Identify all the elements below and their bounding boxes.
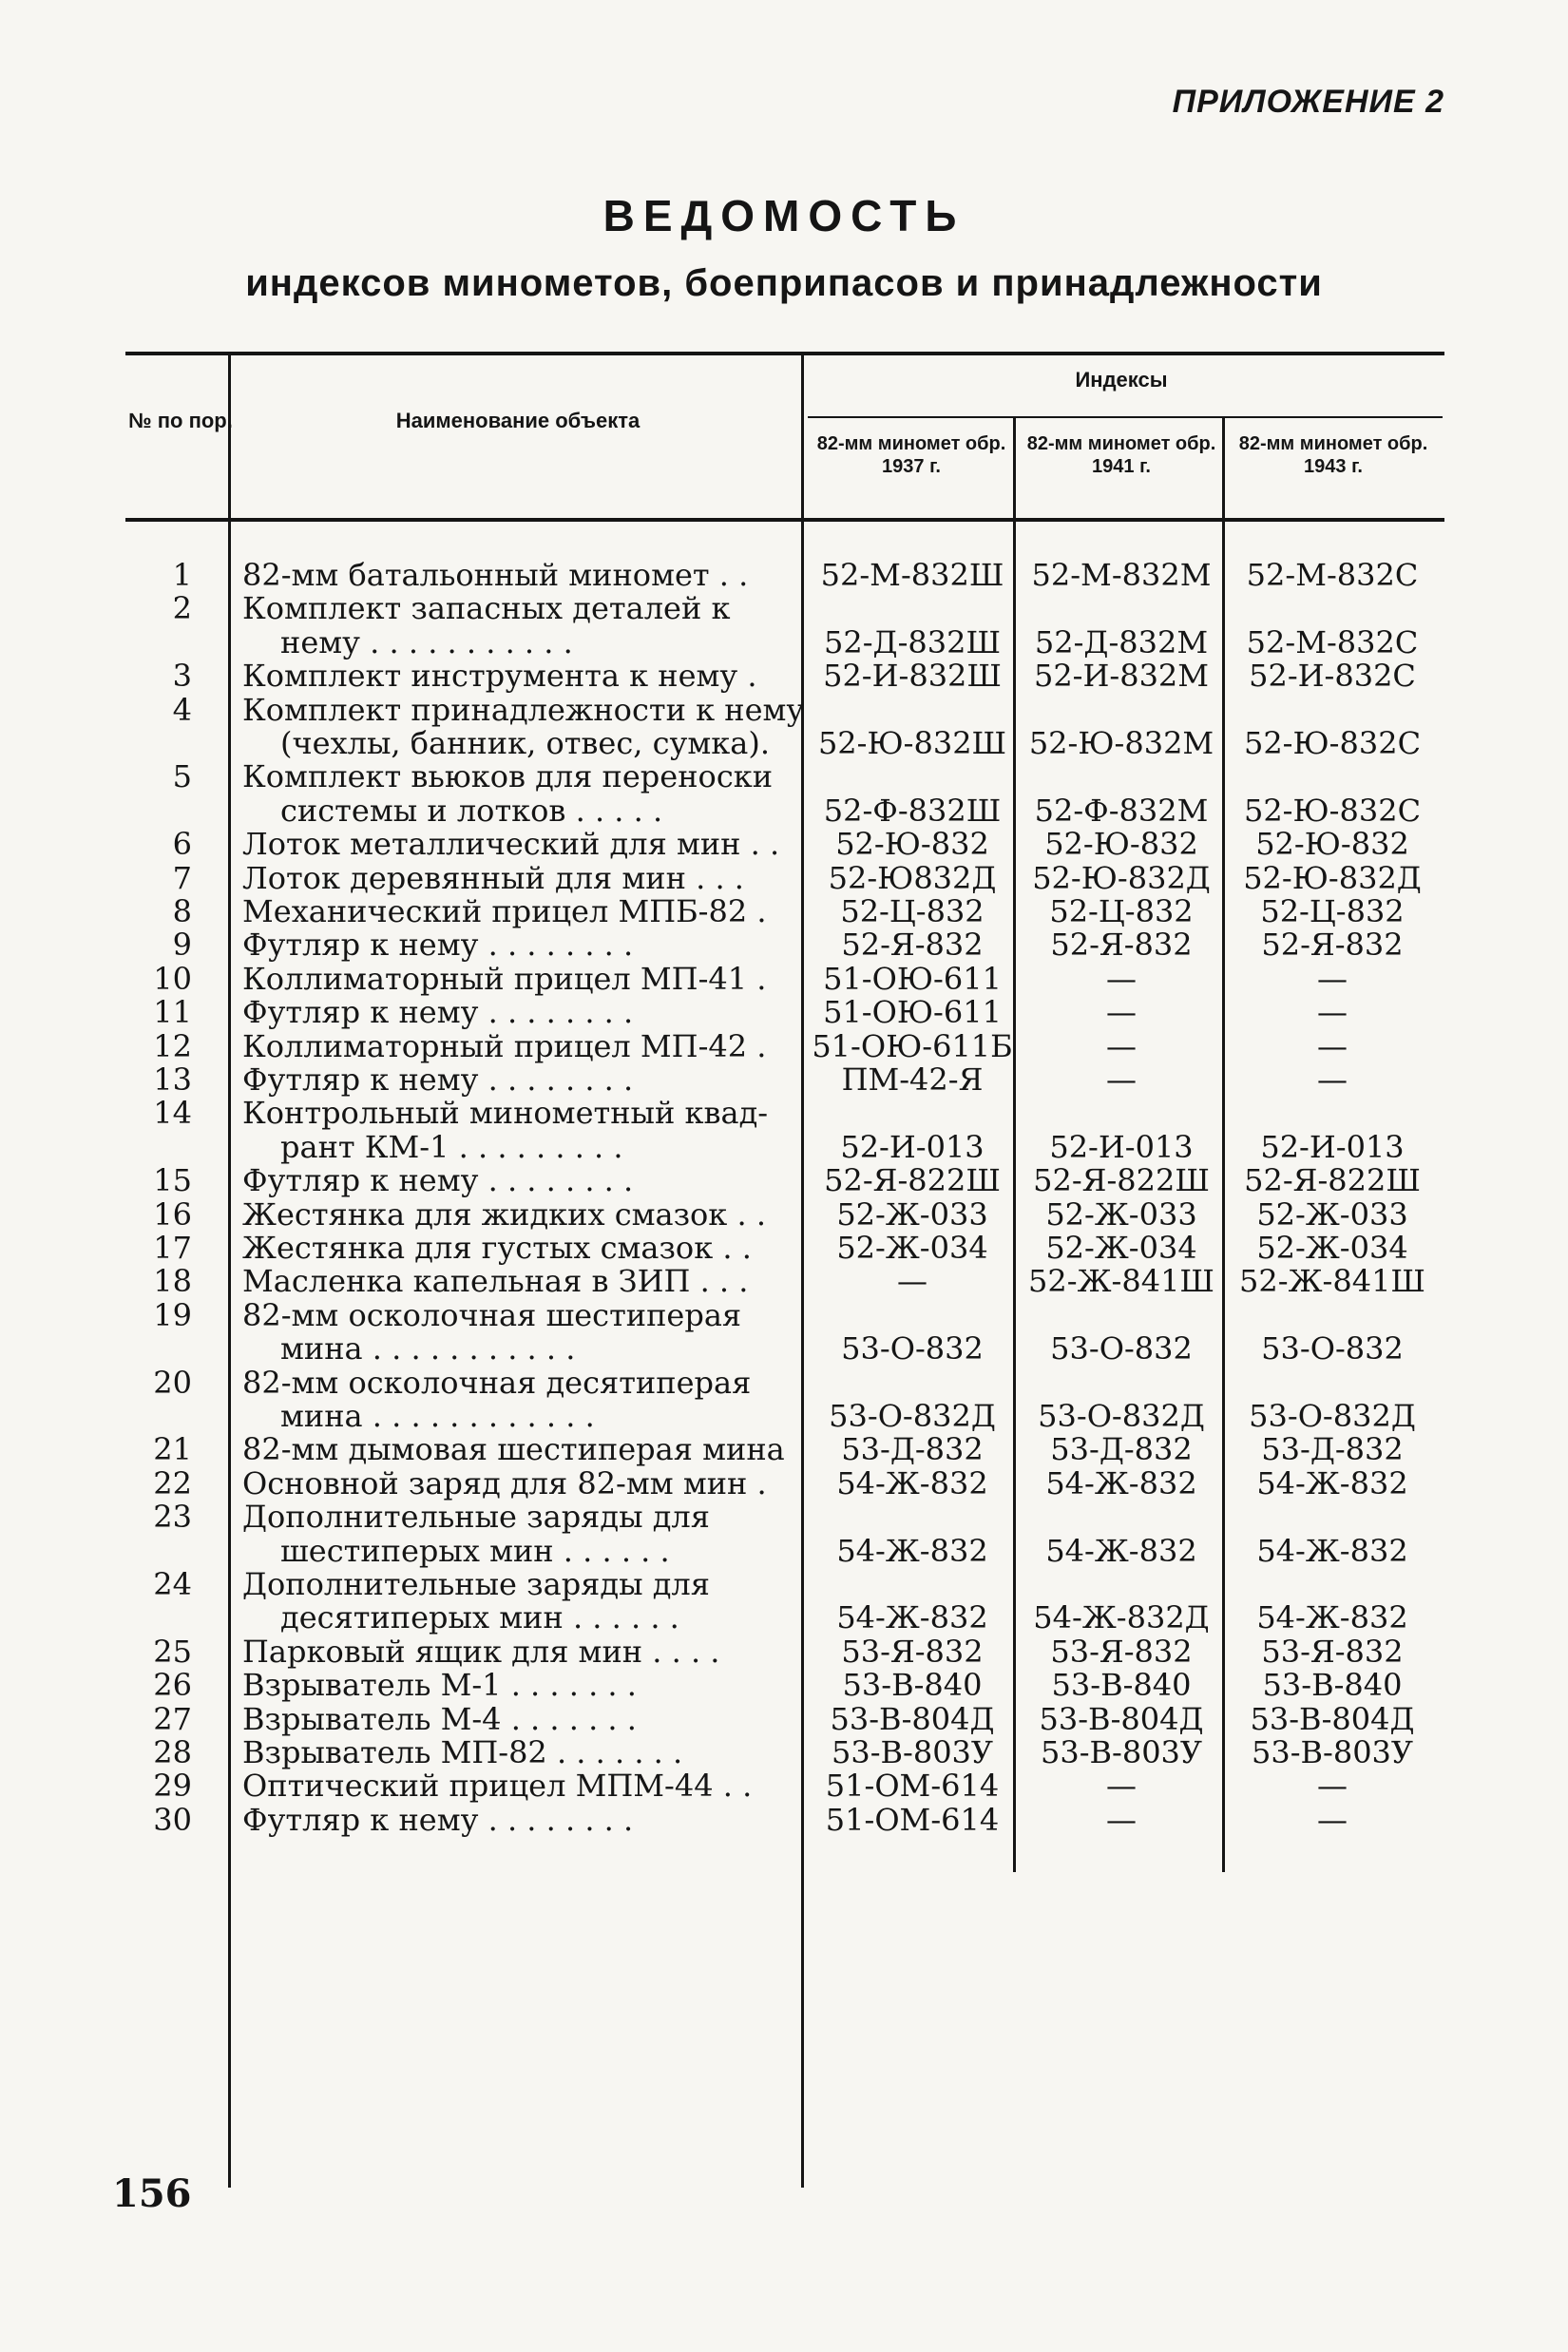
row-number: 11 (153, 994, 192, 1031)
object-name-line: Футляр к нему . . . . . . . . (242, 927, 634, 964)
index-1937: 52-Ю-832 (835, 826, 989, 863)
index-1943: 52-Ю-832Д (1243, 859, 1422, 896)
row-number: 21 (153, 1431, 192, 1468)
index-1943: 52-Ж-841Ш (1239, 1263, 1425, 1300)
object-name-line: Контрольный минометный квад- (242, 1095, 769, 1132)
header-mortar-1937: 82-мм миномет обр. 1937 г. (816, 433, 1006, 477)
index-1943: 52-Ю-832 (1255, 826, 1409, 863)
index-1941: 53-В-804Д (1039, 1700, 1204, 1737)
index-1937: 52-М-832Ш (820, 557, 1004, 593)
row-number: 26 (153, 1667, 192, 1704)
index-1937: 52-Ф-832Ш (823, 792, 1002, 829)
index-1943: 52-И-013 (1260, 1128, 1405, 1165)
index-1943: 52-Ж-034 (1256, 1230, 1408, 1266)
index-1943: 52-М-832С (1246, 557, 1419, 593)
index-1943: 54-Ж-832 (1256, 1532, 1408, 1569)
index-1943: — (1317, 1801, 1348, 1838)
object-name-line: мина . . . . . . . . . . . (280, 1330, 576, 1367)
index-1941: 52-Ж-034 (1045, 1230, 1197, 1266)
row-number: 30 (153, 1801, 192, 1838)
index-1941: 53-В-840 (1051, 1667, 1192, 1704)
header-mortar-1943: 82-мм миномет обр. 1943 г. (1238, 433, 1428, 477)
object-name-line: Жестянка для жидких смазок . . (242, 1195, 766, 1233)
row-number: 9 (172, 927, 192, 964)
index-1941: 52-Я-822Ш (1033, 1162, 1210, 1199)
row-number: 18 (153, 1263, 192, 1300)
index-1941: 52-Ж-033 (1045, 1195, 1197, 1233)
table-row (0, 1669, 1568, 1702)
object-name-line: Механический прицел МПБ-82 . (242, 893, 767, 929)
table-row (0, 1501, 1568, 1568)
header-mortar-1941: 82-мм миномет обр. 1941 г. (1026, 433, 1216, 477)
document-subtitle: индексов минометов, боеприпасов и принадлежности (245, 262, 1323, 304)
table-row (0, 1736, 1568, 1769)
object-name-line: Комплект инструмента к нему . (242, 658, 757, 695)
index-1943: 52-М-832С (1246, 623, 1419, 660)
index-1937: 53-Я-832 (841, 1633, 984, 1670)
index-1937: ПМ-42-Я (841, 1061, 984, 1098)
object-name-line: 82-мм батальонный миномет . . (242, 557, 749, 593)
index-1941: 53-Я-832 (1050, 1633, 1193, 1670)
object-name-line: Лоток деревянный для мин . . . (242, 859, 744, 896)
index-1943: 52-Ю-832С (1243, 724, 1422, 761)
table-row (0, 1097, 1568, 1164)
document-title: ВЕДОМОСТЬ (602, 191, 966, 240)
table-row (0, 1568, 1568, 1635)
table-row (0, 996, 1568, 1029)
index-1941: 52-Я-832 (1050, 927, 1193, 964)
index-1943: 53-В-804Д (1250, 1700, 1415, 1737)
row-number: 17 (153, 1230, 192, 1266)
header-object-name: Наименование объекта (395, 409, 641, 432)
index-1943: 53-О-832Д (1249, 1397, 1416, 1434)
row-number: 12 (153, 1027, 192, 1064)
table-row (0, 660, 1568, 693)
row-number: 8 (172, 893, 192, 929)
object-name-line: рант КМ-1 . . . . . . . . . (280, 1128, 623, 1165)
object-name-line: Футляр к нему . . . . . . . . (242, 1162, 634, 1199)
table-header-bottom-rule (125, 518, 1444, 522)
index-1941: — (1106, 1768, 1137, 1805)
object-name-line: 82-мм дымовая шестиперая мина (242, 1431, 785, 1468)
table-top-rule (125, 352, 1444, 355)
index-1941: 52-И-013 (1049, 1128, 1194, 1165)
object-name-line: десятиперых мин . . . . . . (280, 1599, 679, 1636)
index-1937: 53-О-832 (841, 1330, 984, 1367)
table-row (0, 928, 1568, 962)
index-1941: 54-Ж-832Д (1033, 1599, 1210, 1636)
row-number: 25 (153, 1633, 192, 1670)
row-number: 16 (153, 1195, 192, 1233)
table-row (0, 895, 1568, 928)
object-name-line: Взрыватель М-4 . . . . . . . (242, 1700, 637, 1737)
object-name-line: Дополнительные заряды для (242, 1499, 710, 1536)
index-1943: 52-Я-832 (1261, 927, 1404, 964)
object-name-line: нему . . . . . . . . . . . (280, 623, 573, 660)
index-1941: 52-Ю-832М (1028, 724, 1214, 761)
table-row (0, 1801, 1568, 1838)
index-1937: 53-В-840 (842, 1667, 983, 1704)
index-1943: 52-Ю-832С (1243, 792, 1422, 829)
table-row (0, 1464, 1568, 1501)
index-1941: 53-О-832Д (1038, 1397, 1205, 1434)
table-row (0, 760, 1568, 828)
header-number: № по пор. (128, 409, 233, 432)
index-1941: 52-Ф-832М (1034, 792, 1209, 829)
index-1943: 52-Я-822Ш (1244, 1162, 1421, 1199)
row-number: 24 (153, 1566, 192, 1602)
row-number: 4 (172, 691, 192, 728)
index-1943: — (1317, 1061, 1348, 1098)
index-1937: 51-ОМ-614 (825, 1768, 1000, 1805)
index-1937: 52-И-013 (840, 1128, 985, 1165)
object-name-line: Футляр к нему . . . . . . . . (242, 1061, 634, 1098)
index-1943: — (1317, 1768, 1348, 1805)
index-1937: 52-Д-832Ш (824, 623, 1001, 660)
index-1943: 54-Ж-832 (1256, 1599, 1408, 1636)
index-1937: 54-Ж-832 (836, 1599, 988, 1636)
row-number: 27 (153, 1700, 192, 1737)
appendix-label: ПРИЛОЖЕНИЕ 2 (1172, 84, 1444, 120)
table-row (0, 1164, 1568, 1197)
row-number: 6 (172, 826, 192, 863)
index-1941: 53-В-803У (1040, 1734, 1203, 1770)
table-row (0, 960, 1568, 997)
row-number: 1 (172, 557, 192, 593)
row-number: 5 (172, 758, 192, 795)
object-name-line: Футляр к нему . . . . . . . . (242, 1801, 634, 1838)
table-row (0, 1296, 1568, 1367)
table-row (0, 1232, 1568, 1265)
table-row (0, 691, 1568, 761)
object-name-line: Комплект запасных деталей к (242, 590, 731, 627)
row-number: 3 (172, 658, 192, 695)
table-row (0, 559, 1568, 592)
object-name-line: 82-мм осколочная десятиперая (242, 1364, 752, 1401)
index-1937: 52-Ю-832Ш (817, 724, 1007, 761)
index-1943: — (1317, 960, 1348, 997)
index-1941: 54-Ж-832 (1045, 1464, 1197, 1501)
index-1943: 52-И-832С (1249, 658, 1416, 695)
header-indexes: Индексы (1075, 368, 1168, 392)
index-1937: — (897, 1263, 927, 1300)
index-1937: 51-ОЮ-611 (823, 960, 1002, 997)
table-row (0, 1195, 1568, 1233)
table-row (0, 1433, 1568, 1466)
index-1937: 51-ОЮ-611Б (812, 1027, 1013, 1064)
page-number: 156 (112, 2171, 192, 2216)
index-1937: 53-Д-832 (841, 1431, 984, 1468)
index-1941: 52-Ж-841Ш (1028, 1263, 1214, 1300)
index-1937: 51-ОМ-614 (825, 1801, 1000, 1838)
index-1943: 52-Ж-033 (1256, 1195, 1408, 1233)
object-name-line: Комплект вьюков для переноски (242, 758, 774, 795)
row-number: 2 (172, 590, 192, 627)
object-name-line: Дополнительные заряды для (242, 1566, 710, 1602)
index-1943: 53-О-832 (1261, 1330, 1404, 1367)
object-name-line: Лоток металлический для мин . . (242, 826, 780, 863)
row-number: 14 (153, 1095, 192, 1132)
object-name-line: Взрыватель МП-82 . . . . . . . (242, 1734, 683, 1770)
row-number: 29 (153, 1768, 192, 1805)
object-name-line: 82-мм осколочная шестиперая (242, 1296, 742, 1333)
table-row (0, 828, 1568, 861)
index-1943: 54-Ж-832 (1256, 1464, 1408, 1501)
object-name-line: (чехлы, банник, отвес, сумка). (280, 724, 770, 761)
row-number: 20 (153, 1364, 192, 1401)
index-1943: 53-В-803У (1251, 1734, 1414, 1770)
object-name-line: Масленка капельная в ЗИП . . . (242, 1263, 749, 1300)
row-number: 15 (153, 1162, 192, 1199)
index-1941: 52-И-832М (1033, 658, 1210, 695)
index-1937: 52-Я-822Ш (824, 1162, 1001, 1199)
index-1937: 54-Ж-832 (836, 1532, 988, 1569)
index-1941: 54-Ж-832 (1045, 1532, 1197, 1569)
table-row (0, 859, 1568, 896)
index-1937: 52-Ц-832 (840, 893, 985, 929)
table-row (0, 1635, 1568, 1669)
index-1941: 52-М-832М (1031, 557, 1212, 593)
object-name-line: Жестянка для густых смазок . . (242, 1230, 752, 1266)
index-1943: — (1317, 994, 1348, 1031)
index-1943: 53-В-840 (1262, 1667, 1403, 1704)
object-name-line: Футляр к нему . . . . . . . . (242, 994, 634, 1031)
index-1943: — (1317, 1027, 1348, 1064)
index-1941: 53-Д-832 (1050, 1431, 1193, 1468)
index-1941: — (1106, 1061, 1137, 1098)
index-1941: — (1106, 1801, 1137, 1838)
index-1937: 52-Ж-034 (836, 1230, 988, 1266)
object-name-line: Основной заряд для 82-мм мин . (242, 1464, 767, 1501)
table-row (0, 1364, 1568, 1434)
table-row (0, 1027, 1568, 1064)
row-number: 22 (153, 1464, 192, 1501)
row-number: 10 (153, 960, 192, 997)
table-row (0, 592, 1568, 660)
index-1943: 52-Ц-832 (1260, 893, 1405, 929)
index-1937: 52-Ю832Д (828, 859, 997, 896)
index-1941: 52-Ц-832 (1049, 893, 1194, 929)
row-number: 7 (172, 859, 192, 896)
index-1943: 53-Д-832 (1261, 1431, 1404, 1468)
object-name-line: мина . . . . . . . . . . . . (280, 1397, 595, 1434)
object-name-line: Коллиматорный прицел МП-42 . (242, 1027, 767, 1064)
table-row (0, 1063, 1568, 1097)
index-1937: 52-И-832Ш (823, 658, 1002, 695)
index-1941: 52-Д-832М (1034, 623, 1209, 660)
table-row (0, 1769, 1568, 1803)
index-1941: — (1106, 994, 1137, 1031)
object-name-line: Оптический прицел МПМ-44 . . (242, 1768, 753, 1805)
row-number: 28 (153, 1734, 192, 1770)
indexes-subheader-rule (808, 416, 1443, 418)
index-1941: 53-О-832 (1050, 1330, 1193, 1367)
object-name-line: шестиперых мин . . . . . . (280, 1532, 670, 1569)
index-1937: 52-Я-832 (841, 927, 984, 964)
object-name-line: Комплект принадлежности к нему (242, 691, 805, 728)
row-number: 23 (153, 1499, 192, 1536)
object-name-line: Коллиматорный прицел МП-41 . (242, 960, 767, 997)
index-1941: 52-Ю-832 (1044, 826, 1198, 863)
index-1941: — (1106, 960, 1137, 997)
table-row (0, 1700, 1568, 1737)
index-1937: 51-ОЮ-611 (823, 994, 1002, 1031)
index-1941: — (1106, 1027, 1137, 1064)
index-1941: 52-Ю-832Д (1032, 859, 1211, 896)
object-name-line: Парковый ящик для мин . . . . (242, 1633, 720, 1670)
row-number: 19 (153, 1296, 192, 1333)
index-1937: 53-О-832Д (829, 1397, 996, 1434)
object-name-line: Взрыватель М-1 . . . . . . . (242, 1667, 637, 1704)
index-1937: 52-Ж-033 (836, 1195, 988, 1233)
table-row (0, 1265, 1568, 1298)
index-1937: 54-Ж-832 (836, 1464, 988, 1501)
index-1943: 53-Я-832 (1261, 1633, 1404, 1670)
index-1937: 53-В-803У (831, 1734, 994, 1770)
object-name-line: системы и лотков . . . . . (280, 792, 663, 829)
index-1937: 53-В-804Д (830, 1700, 995, 1737)
row-number: 13 (153, 1061, 192, 1098)
